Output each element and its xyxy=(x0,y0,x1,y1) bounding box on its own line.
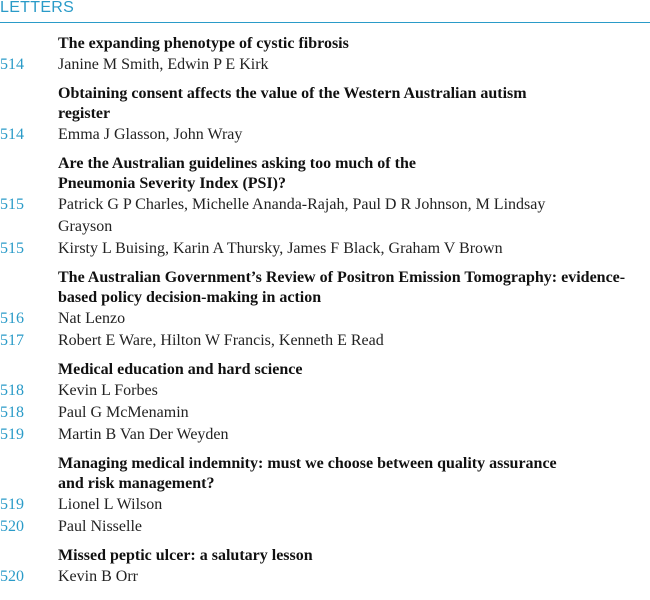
letter-entry xyxy=(0,84,650,146)
letter-title[interactable]: Missed peptic ulcer: a salutary lesson xyxy=(58,547,313,564)
author-list: Kevin B Orr xyxy=(58,568,138,585)
page-number: 518 xyxy=(0,382,24,399)
author-row xyxy=(0,380,650,402)
letter-entry xyxy=(0,360,650,446)
author-list: Lionel L Wilson xyxy=(58,496,163,513)
page-number: 520 xyxy=(0,518,24,535)
section-header xyxy=(0,0,650,23)
page-number: 520 xyxy=(0,568,24,585)
letter-entry xyxy=(0,268,650,352)
author-list: Janine M Smith, Edwin P E Kirk xyxy=(58,56,269,73)
author-row xyxy=(0,494,650,516)
author-list: Robert E Ware, Hilton W Francis, Kenneth E Read xyxy=(58,332,384,349)
letter-entry xyxy=(0,454,650,538)
author-row xyxy=(0,330,650,352)
author-row xyxy=(0,516,650,538)
author-list: Kirsty L Buising, Karin A Thursky, James F Black, Graham V Brown xyxy=(58,240,503,257)
author-list: Martin B Van Der Weyden xyxy=(58,426,229,443)
page-number: 519 xyxy=(0,496,24,513)
author-list: Paul G McMenamin xyxy=(58,404,189,421)
letter-title[interactable]: The Australian Government’s Review of Positron Emission Tomography: evidence-based policy decision-making in action xyxy=(58,269,626,306)
letter-title[interactable]: Are the Australian guidelines asking too much of the Pneumonia Severity Index (PSI)? xyxy=(58,155,416,192)
author-list: Paul Nisselle xyxy=(58,518,142,535)
author-row xyxy=(0,566,650,588)
author-row xyxy=(0,308,650,330)
page-number: 518 xyxy=(0,404,24,421)
page-number: 516 xyxy=(0,310,24,327)
page-number: 517 xyxy=(0,332,24,349)
letters-list xyxy=(0,34,650,596)
author-list: Patrick G P Charles, Michelle Ananda-Rajah, Paul D R Johnson, M Lindsay Grayson xyxy=(58,196,546,235)
author-list: Kevin L Forbes xyxy=(58,382,158,399)
page-number: 515 xyxy=(0,240,24,257)
author-row xyxy=(0,194,650,238)
page-number: 514 xyxy=(0,126,24,143)
author-row xyxy=(0,124,650,146)
author-row xyxy=(0,54,650,76)
letter-title[interactable]: Obtaining consent affects the value of the Western Australian autism register xyxy=(58,85,527,122)
letter-title[interactable]: Managing medical indemnity: must we choose between quality assurance and risk management? xyxy=(58,455,557,492)
letter-title[interactable]: Medical education and hard science xyxy=(58,361,303,378)
page-number: 515 xyxy=(0,196,24,213)
page-number: 514 xyxy=(0,56,24,73)
author-row xyxy=(0,424,650,446)
section-title: LETTERS xyxy=(0,0,75,16)
letter-entry xyxy=(0,546,650,588)
letter-entry xyxy=(0,34,650,76)
author-row xyxy=(0,402,650,424)
author-list: Nat Lenzo xyxy=(58,310,126,327)
letter-title[interactable]: The expanding phenotype of cystic fibrosis xyxy=(58,35,349,52)
author-list: Emma J Glasson, John Wray xyxy=(58,126,243,143)
author-row xyxy=(0,238,650,260)
letter-entry xyxy=(0,154,650,260)
page-number: 519 xyxy=(0,426,24,443)
